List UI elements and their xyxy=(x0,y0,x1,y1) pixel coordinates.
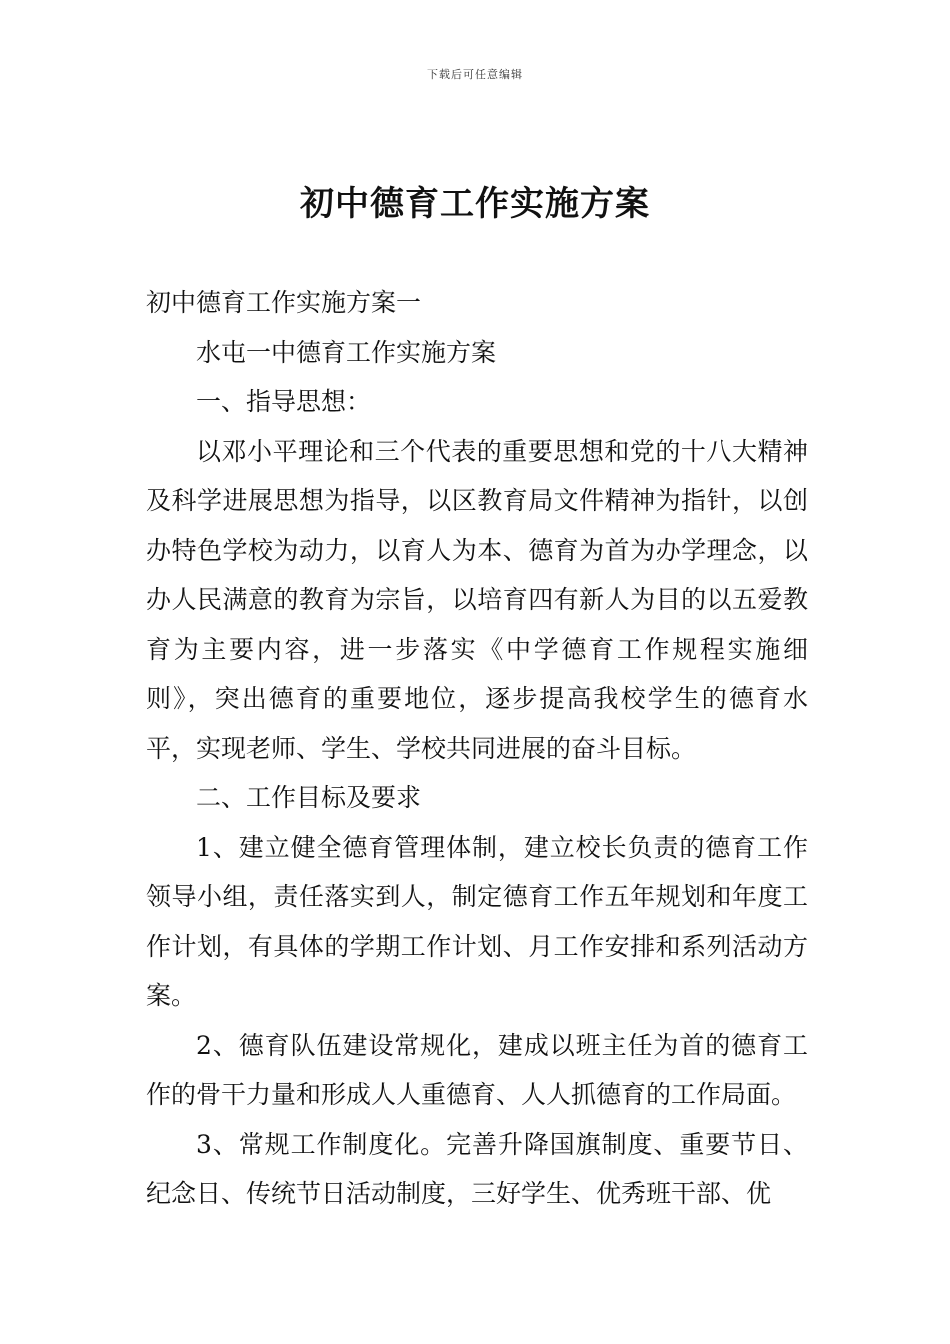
header-note: 下载后可任意编辑 xyxy=(427,68,523,81)
paragraph-guiding-thought: 以邓小平理论和三个代表的重要思想和党的十八大精神及科学进展思想为指导，以区教育局文件精神为指针，以创办特色学校为动力，以育人为本、德育为首为办学理念，以办人民满意的教育为宗旨，以培育四有新人为目的以五爱教育为主要内容，进一步落实《中学德育工作规程实施细则》，突出德育的重要地位，逐步提高我校学生的德育水平，实现老师、学生、学校共同进展的奋斗目标。 xyxy=(146,436,808,763)
section-heading-guiding-thought: 一、指导思想： xyxy=(196,387,372,416)
subtitle: 水屯一中德育工作实施方案 xyxy=(196,337,497,367)
document-title: 初中德育工作实施方案 xyxy=(300,184,650,224)
document-body xyxy=(146,278,808,1219)
section-heading-goals: 二、工作目标及要求 xyxy=(196,783,422,812)
paragraph-item-2: 2、德育队伍建设常规化，建成以班主任为首的德育工作的骨干力量和形成人人重德育、人人抓德育的工作局面。 xyxy=(146,1030,808,1109)
section-heading: 初中德育工作实施方案一 xyxy=(146,288,422,317)
paragraph-item-1: 1、建立健全德育管理体制，建立校长负责的德育工作领导小组，责任落实到人，制定德育工作五年规划和年度工作计划，有具体的学期工作计划、月工作安排和系列活动方案。 xyxy=(146,832,808,1010)
paragraph-item-3: 3、常规工作制度化。完善升降国旗制度、重要节日、纪念日、传统节日活动制度，三好学生、优秀班干部、优 xyxy=(146,1129,808,1208)
